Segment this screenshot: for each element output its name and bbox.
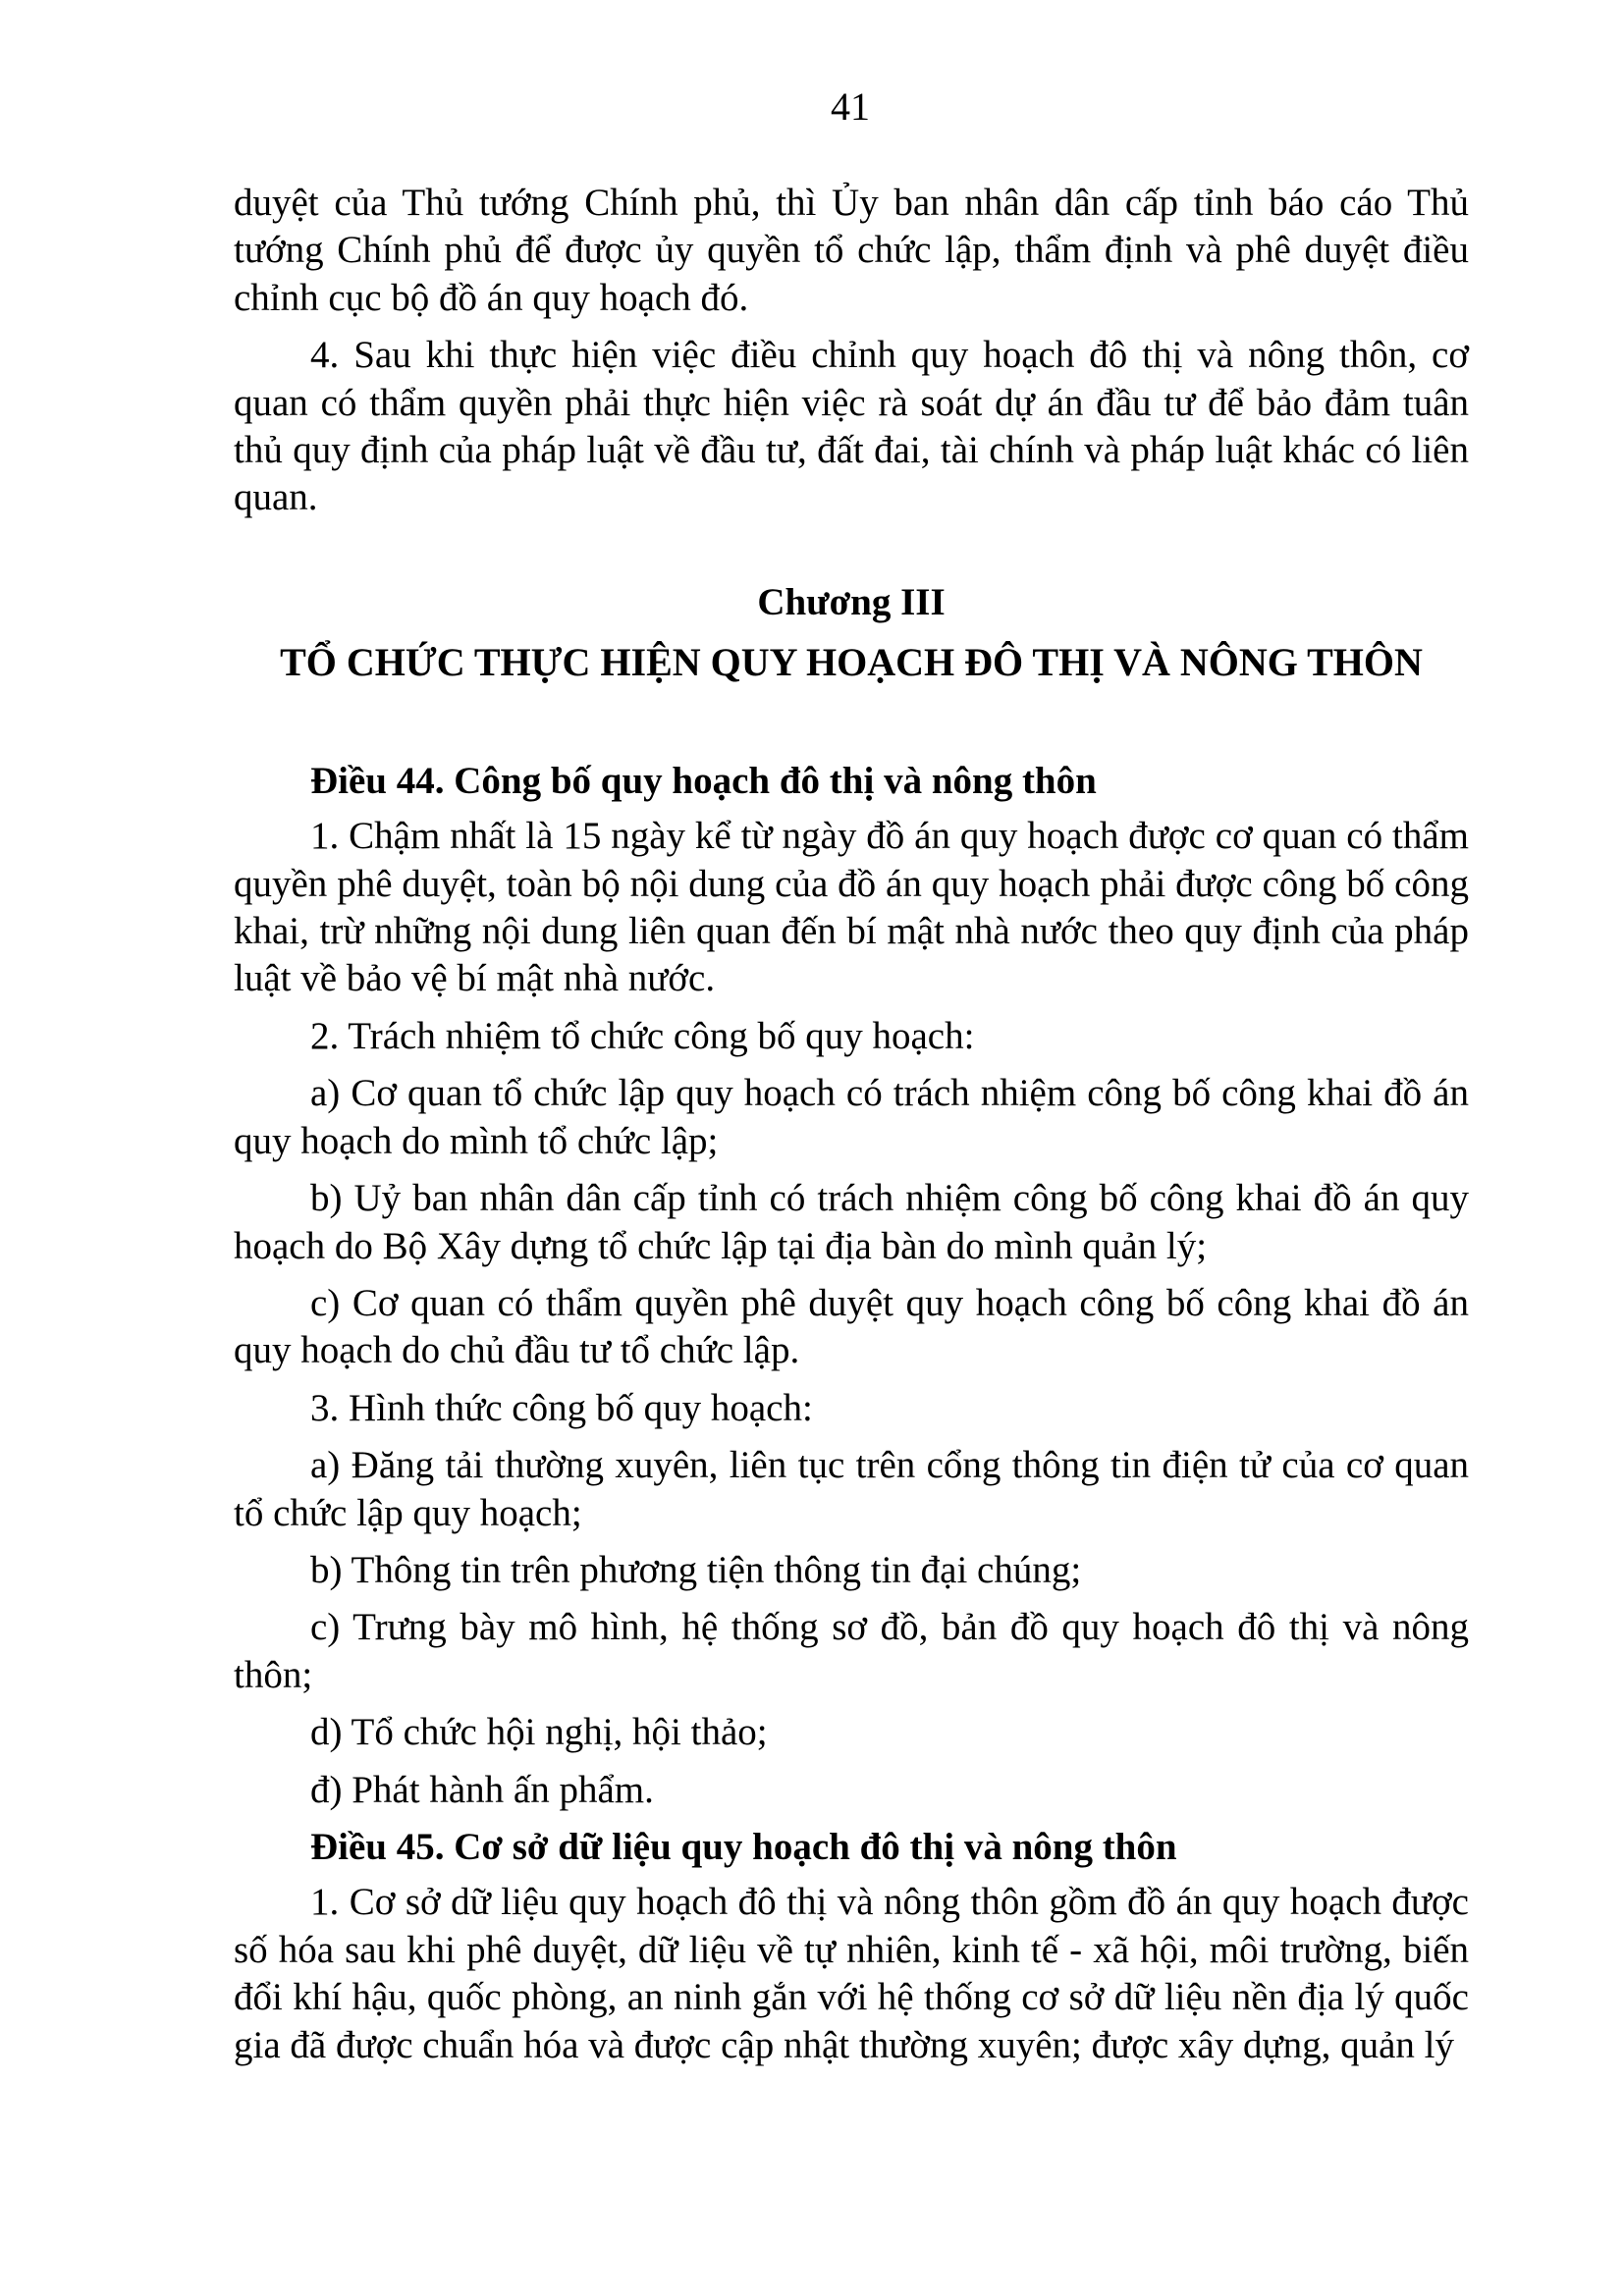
article-44-clause-2b: b) Uỷ ban nhân dân cấp tỉnh có trách nhiệm công bố công khai đồ án quy hoạch do Bộ Xây dựng tổ chức lập tại địa bàn do mình quản lý;: [234, 1177, 1469, 1267]
article-44-clause-3: 3. Hình thức công bố quy hoạch:: [310, 1386, 813, 1429]
chapter-name: TỔ CHỨC THỰC HIỆN QUY HOẠCH ĐÔ THỊ VÀ NÔNG THÔN: [280, 639, 1423, 684]
article-44-heading: Điều 44. Công bố quy hoạch đô thị và nông thôn: [310, 759, 1097, 802]
paragraph-clause-4: 4. Sau khi thực hiện việc điều chỉnh quy hoạch đô thị và nông thôn, cơ quan có thẩm quyền phải thực hiện việc rà soát dự án đầu tư để bảo đảm tuân thủ quy định của pháp luật về đầu tư, đất đai, tài chính và pháp luật khác có liên quan.: [234, 334, 1469, 519]
article-44-clause-2c: c) Cơ quan có thẩm quyền phê duyệt quy hoạch công bố công khai đồ án quy hoạch do chủ đầu tư tổ chức lập.: [234, 1281, 1469, 1372]
article-44-clause-3a: a) Đăng tải thường xuyên, liên tục trên cổng thông tin điện tử của cơ quan tổ chức lập quy hoạch;: [234, 1444, 1469, 1534]
article-44-clause-3c: c) Trưng bày mô hình, hệ thống sơ đồ, bản đồ quy hoạch đô thị và nông thôn;: [234, 1606, 1469, 1696]
article-44-clause-2: 2. Trách nhiệm tổ chức công bố quy hoạch:: [310, 1014, 975, 1057]
page-number: 41: [831, 84, 870, 129]
chapter-title: Chương III: [757, 580, 946, 623]
article-45-heading: Điều 45. Cơ sở dữ liệu quy hoạch đô thị và nông thôn: [310, 1825, 1177, 1868]
article-44-clause-3dd: đ) Phát hành ấn phẩm.: [310, 1768, 654, 1811]
paragraph-continuation: duyệt của Thủ tướng Chính phủ, thì Ủy ban nhân dân cấp tỉnh báo cáo Thủ tướng Chính phủ để được ủy quyền tổ chức lập, thẩm định và phê duyệt điều chỉnh cục bộ đồ án quy hoạch đó.: [234, 182, 1469, 319]
chapter-heading: [234, 579, 1469, 687]
article-45-clause-1: 1. Cơ sở dữ liệu quy hoạch đô thị và nông thôn gồm đồ án quy hoạch được số hóa sau khi phê duyệt, dữ liệu về tự nhiên, kinh tế - xã hội, môi trường, biến đổi khí hậu, quốc phòng, an ninh gắn với hệ thống cơ sở dữ liệu nền địa lý quốc gia đã được chuẩn hóa và được cập nhật thường xuyên; được xây dựng, quản lý: [234, 1881, 1469, 2066]
article-44-clause-3b: b) Thông tin trên phương tiện thông tin đại chúng;: [310, 1548, 1082, 1591]
article-44-clause-1: 1. Chậm nhất là 15 ngày kể từ ngày đồ án quy hoạch được cơ quan có thẩm quyền phê duyệt, toàn bộ nội dung của đồ án quy hoạch phải được công bố công khai, trừ những nội dung liên quan đến bí mật nhà nước theo quy định của pháp luật về bảo vệ bí mật nhà nước.: [234, 815, 1469, 1000]
article-44-clause-2a: a) Cơ quan tổ chức lập quy hoạch có trách nhiệm công bố công khai đồ án quy hoạch do mình tổ chức lập;: [234, 1072, 1469, 1162]
page-content: [234, 180, 1469, 2069]
article-44-clause-3d: d) Tổ chức hội nghị, hội thảo;: [310, 1711, 768, 1754]
